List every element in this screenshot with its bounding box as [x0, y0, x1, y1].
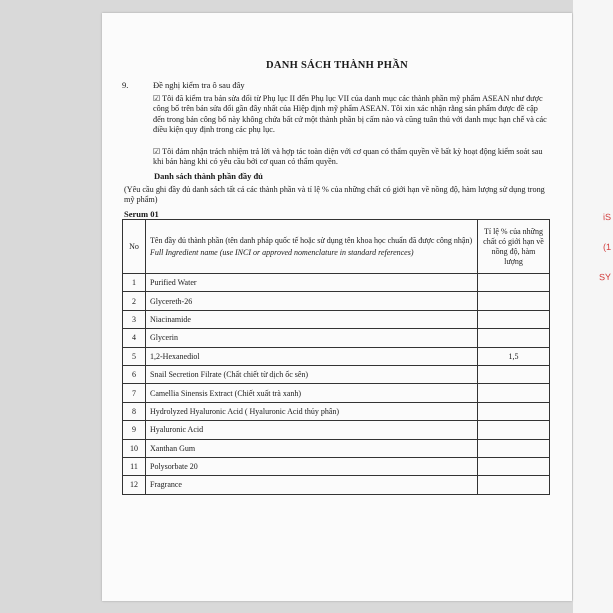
- ingredient-table: [122, 219, 550, 495]
- table-row: [123, 384, 550, 402]
- checkbox-checked-icon[interactable]: ☑: [153, 94, 161, 103]
- header-no: No: [123, 220, 146, 274]
- table-row: [123, 310, 550, 328]
- ingredient-percentage: [478, 274, 550, 292]
- header-percentage: Tỉ lệ % của những chất có giới hạn về nồng độ, hàm lượng: [478, 220, 550, 274]
- ingredient-percentage: [478, 457, 550, 475]
- ingredient-percentage: [478, 439, 550, 457]
- declaration-paragraph-2: [153, 147, 548, 168]
- paragraph-2-text: Tôi đảm nhận trách nhiệm trả lời và hợp tác toàn diện với cơ quan có thẩm quyền về bất kỳ hoạt động kiểm soát sau khi bán hàng khi có yêu cầu bởi cơ quan có thẩm quyền.: [153, 147, 543, 167]
- ingredient-percentage: [478, 402, 550, 420]
- margin-mark-3: SY: [598, 271, 612, 283]
- ingredient-name: Hyaluronic Acid: [146, 421, 478, 439]
- table-row: [123, 476, 550, 494]
- ingredient-name: Glycerin: [146, 329, 478, 347]
- table-row: [123, 402, 550, 420]
- subheading: Danh sách thành phần đầy đủ: [154, 171, 263, 181]
- margin-mark-2: (1: [602, 241, 612, 253]
- row-number: 2: [123, 292, 146, 310]
- ingredient-percentage: [478, 421, 550, 439]
- table-row: [123, 329, 550, 347]
- ingredient-name: Polysorbate 20: [146, 457, 478, 475]
- table-row: [123, 421, 550, 439]
- row-number: 5: [123, 347, 146, 365]
- ingredient-name: Camellia Sinensis Extract (Chiết xuất trà xanh): [146, 384, 478, 402]
- ingredient-name: Glycereth-26: [146, 292, 478, 310]
- table-row: [123, 439, 550, 457]
- row-number: 1: [123, 274, 146, 292]
- row-number: 9: [123, 421, 146, 439]
- adjacent-page-edge: [573, 0, 613, 613]
- document-page: [102, 13, 572, 601]
- ingredient-name: Hydrolyzed Hyaluronic Acid ( Hyaluronic Acid thủy phân): [146, 402, 478, 420]
- header-name: [146, 220, 478, 274]
- checkbox-checked-icon[interactable]: ☑: [153, 147, 161, 156]
- header-name-vi: Tên đầy đủ thành phần (tên danh pháp quốc tế hoặc sử dụng tên khoa học chuẩn đã được công nhận): [150, 235, 473, 245]
- product-name: Serum 01: [124, 209, 159, 219]
- margin-mark-1: iS: [602, 211, 612, 223]
- table-row: [123, 274, 550, 292]
- ingredient-percentage: [478, 365, 550, 383]
- row-number: 8: [123, 402, 146, 420]
- table-header-row: [123, 220, 550, 274]
- row-number: 4: [123, 329, 146, 347]
- table-row: [123, 347, 550, 365]
- row-number: 11: [123, 457, 146, 475]
- item-number: 9.: [122, 80, 129, 90]
- table-row: [123, 292, 550, 310]
- document-title: DANH SÁCH THÀNH PHẦN: [265, 60, 409, 71]
- ingredient-name: Fragrance: [146, 476, 478, 494]
- ingredient-percentage: [478, 310, 550, 328]
- table-row: [123, 365, 550, 383]
- item-text: Đề nghị kiểm tra ô sau đây: [153, 80, 245, 90]
- row-number: 7: [123, 384, 146, 402]
- paragraph-1-text: Tôi đã kiểm tra bản sửa đổi từ Phụ lục II đến Phụ lục VII của danh mục các thành phần mỹ phẩm ASEAN như được công bố trên bản sửa đổi gần đây nhất của Hiệp định mỹ phẩm ASEAN. Tôi xin xác nhận rằng sản phẩm được đề cập đến trong bản công bố này không chứa bất cứ một thành phần bị cấm nào và cũng tuân thủ với danh mục hạn chế và các điều kiện quy định trong các phụ lục.: [153, 94, 547, 135]
- row-number: 3: [123, 310, 146, 328]
- table-row: [123, 457, 550, 475]
- row-number: 12: [123, 476, 146, 494]
- ingredient-name: Xanthan Gum: [146, 439, 478, 457]
- instruction-note: (Yêu cầu ghi đầy đủ danh sách tất cả các thành phần và tỉ lệ % của những chất có giới hạn về nồng độ, hàm lượng sử dụng trong mỹ phẩm): [124, 185, 545, 205]
- ingredient-name: Snail Secretion Filrate (Chất chiết từ dịch ốc sên): [146, 365, 478, 383]
- ingredient-percentage: 1,5: [478, 347, 550, 365]
- row-number: 6: [123, 365, 146, 383]
- row-number: 10: [123, 439, 146, 457]
- header-name-en: Full Ingredient name (use INCI or approved nomenclature in standard references): [150, 247, 414, 257]
- ingredient-name: 1,2-Hexanediol: [146, 347, 478, 365]
- ingredient-percentage: [478, 476, 550, 494]
- ingredient-percentage: [478, 384, 550, 402]
- declaration-paragraph-1: [153, 94, 548, 136]
- ingredient-name: Niacinamide: [146, 310, 478, 328]
- ingredient-percentage: [478, 292, 550, 310]
- ingredient-name: Purified Water: [146, 274, 478, 292]
- ingredient-percentage: [478, 329, 550, 347]
